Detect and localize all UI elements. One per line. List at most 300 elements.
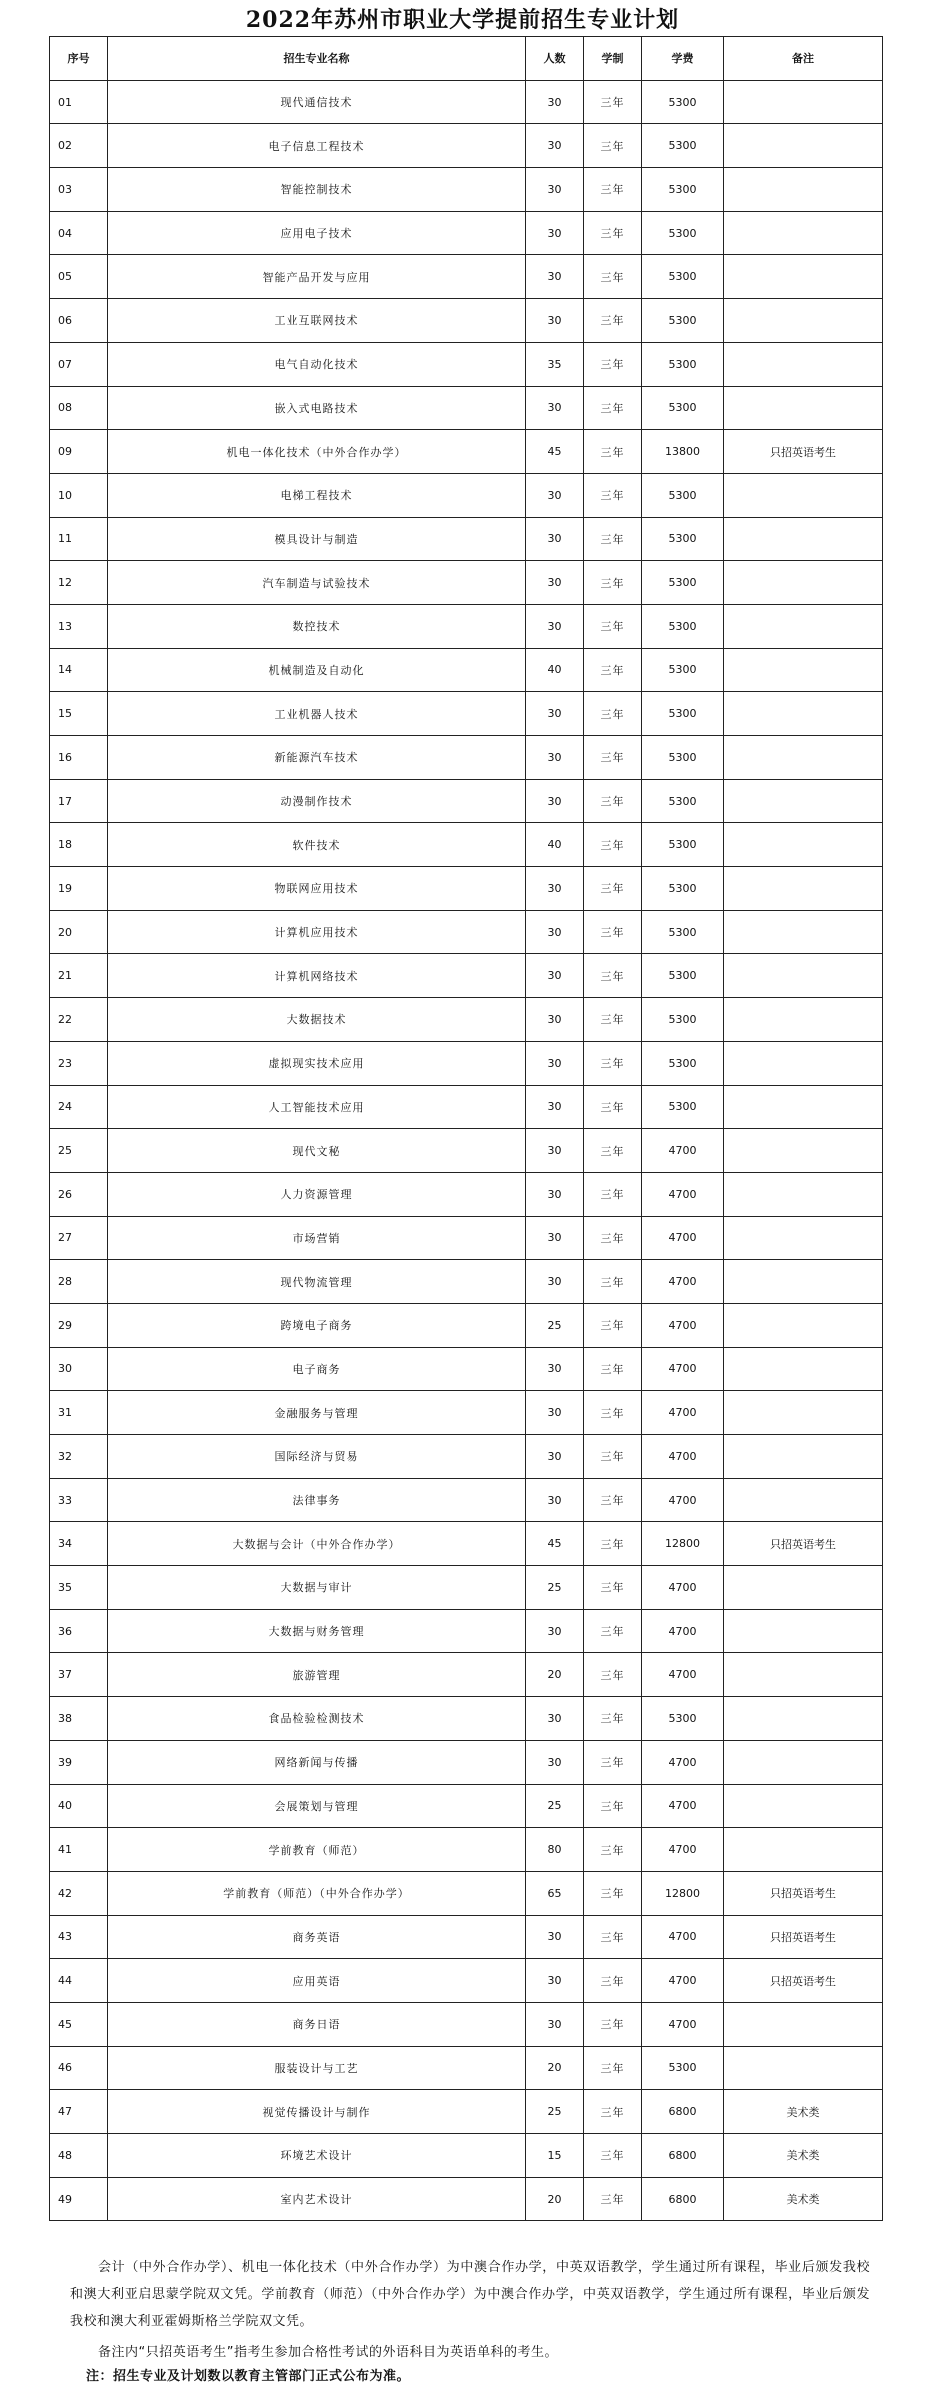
cell-fee: 4700 xyxy=(642,1129,724,1173)
table-row xyxy=(50,954,883,998)
header-row xyxy=(50,37,883,81)
cell-major-name: 虚拟现实技术应用 xyxy=(108,1041,526,1085)
table-row xyxy=(50,867,883,911)
table-row xyxy=(50,473,883,517)
table-row xyxy=(50,561,883,605)
cell-count: 30 xyxy=(526,80,584,124)
cell-note xyxy=(724,561,883,605)
table-row xyxy=(50,2177,883,2221)
cell-major-name: 智能产品开发与应用 xyxy=(108,255,526,299)
cell-major-name: 电梯工程技术 xyxy=(108,473,526,517)
cell-years: 三年 xyxy=(584,1303,642,1347)
cell-count: 30 xyxy=(526,1697,584,1741)
cell-note xyxy=(724,736,883,780)
table-row xyxy=(50,211,883,255)
cell-fee: 5300 xyxy=(642,561,724,605)
cell-fee: 4700 xyxy=(642,1959,724,2003)
cell-major-name: 室内艺术设计 xyxy=(108,2177,526,2221)
cell-fee: 13800 xyxy=(642,430,724,474)
cell-no: 40 xyxy=(50,1784,108,1828)
cell-note xyxy=(724,2046,883,2090)
cell-note xyxy=(724,1828,883,1872)
cell-major-name: 法律事务 xyxy=(108,1478,526,1522)
cell-no: 20 xyxy=(50,910,108,954)
cell-major-name: 国际经济与贸易 xyxy=(108,1435,526,1479)
cell-no: 32 xyxy=(50,1435,108,1479)
cell-count: 30 xyxy=(526,736,584,780)
cell-no: 41 xyxy=(50,1828,108,1872)
cell-major-name: 大数据与审计 xyxy=(108,1566,526,1610)
cell-note xyxy=(724,823,883,867)
cell-fee: 4700 xyxy=(642,1216,724,1260)
cell-count: 30 xyxy=(526,386,584,430)
table-row xyxy=(50,517,883,561)
cell-fee: 5300 xyxy=(642,517,724,561)
cell-fee: 5300 xyxy=(642,867,724,911)
cell-count: 65 xyxy=(526,1871,584,1915)
cell-count: 30 xyxy=(526,1216,584,1260)
cell-fee: 4700 xyxy=(642,1260,724,1304)
cell-years: 三年 xyxy=(584,1260,642,1304)
cell-note xyxy=(724,648,883,692)
cell-years: 三年 xyxy=(584,2046,642,2090)
cell-years: 三年 xyxy=(584,998,642,1042)
cell-note xyxy=(724,954,883,998)
cell-major-name: 电子商务 xyxy=(108,1347,526,1391)
cell-count: 30 xyxy=(526,1959,584,2003)
cell-note xyxy=(724,604,883,648)
cell-no: 12 xyxy=(50,561,108,605)
cell-no: 34 xyxy=(50,1522,108,1566)
cell-major-name: 机械制造及自动化 xyxy=(108,648,526,692)
cell-count: 30 xyxy=(526,692,584,736)
table-row xyxy=(50,1740,883,1784)
cell-fee: 4700 xyxy=(642,1609,724,1653)
cell-fee: 6800 xyxy=(642,2177,724,2221)
cell-note: 只招英语考生 xyxy=(724,430,883,474)
cell-fee: 4700 xyxy=(642,1172,724,1216)
cell-note xyxy=(724,386,883,430)
cell-fee: 5300 xyxy=(642,823,724,867)
cell-count: 30 xyxy=(526,1260,584,1304)
cell-count: 30 xyxy=(526,910,584,954)
cell-count: 30 xyxy=(526,1391,584,1435)
document-title: 2022年苏州市职业大学提前招生专业计划 xyxy=(245,7,680,33)
cell-count: 30 xyxy=(526,561,584,605)
cell-fee: 5300 xyxy=(642,2046,724,2090)
cell-no: 25 xyxy=(50,1129,108,1173)
cell-years: 三年 xyxy=(584,1915,642,1959)
cell-count: 30 xyxy=(526,1435,584,1479)
cell-no: 17 xyxy=(50,779,108,823)
cell-years: 三年 xyxy=(584,561,642,605)
table-row xyxy=(50,1172,883,1216)
cell-major-name: 动漫制作技术 xyxy=(108,779,526,823)
cell-fee: 5300 xyxy=(642,473,724,517)
cell-note xyxy=(724,910,883,954)
cell-major-name: 物联网应用技术 xyxy=(108,867,526,911)
footnote: 注：招生专业及计划数以教育主管部门正式公布为准。 xyxy=(86,2369,411,2384)
cell-count: 40 xyxy=(526,823,584,867)
cell-years: 三年 xyxy=(584,954,642,998)
cell-years: 三年 xyxy=(584,1347,642,1391)
cell-years: 三年 xyxy=(584,1653,642,1697)
cell-note xyxy=(724,1740,883,1784)
cell-major-name: 计算机应用技术 xyxy=(108,910,526,954)
cell-no: 13 xyxy=(50,604,108,648)
cell-count: 30 xyxy=(526,998,584,1042)
cell-major-name: 人力资源管理 xyxy=(108,1172,526,1216)
cell-fee: 5300 xyxy=(642,692,724,736)
cell-note xyxy=(724,1216,883,1260)
cell-count: 40 xyxy=(526,648,584,692)
cell-note: 美术类 xyxy=(724,2090,883,2134)
cell-major-name: 食品检验检测技术 xyxy=(108,1697,526,1741)
cell-years: 三年 xyxy=(584,1041,642,1085)
cell-fee: 5300 xyxy=(642,342,724,386)
cell-no: 30 xyxy=(50,1347,108,1391)
english-only-note: 备注内“只招英语考生”指考生参加合格性考试的外语科目为英语单科的考生。 xyxy=(98,2345,558,2360)
cell-note xyxy=(724,342,883,386)
cell-no: 49 xyxy=(50,2177,108,2221)
cell-no: 11 xyxy=(50,517,108,561)
cell-major-name: 旅游管理 xyxy=(108,1653,526,1697)
cell-major-name: 网络新闻与传播 xyxy=(108,1740,526,1784)
header-note: 备注 xyxy=(724,37,883,81)
header-no: 序号 xyxy=(50,37,108,81)
cell-note xyxy=(724,168,883,212)
table-row xyxy=(50,736,883,780)
cell-count: 30 xyxy=(526,124,584,168)
cell-years: 三年 xyxy=(584,648,642,692)
table-row xyxy=(50,1522,883,1566)
cell-note: 只招英语考生 xyxy=(724,1915,883,1959)
cell-no: 31 xyxy=(50,1391,108,1435)
cell-fee: 4700 xyxy=(642,1391,724,1435)
cell-major-name: 现代通信技术 xyxy=(108,80,526,124)
cell-major-name: 商务英语 xyxy=(108,1915,526,1959)
cell-years: 三年 xyxy=(584,1129,642,1173)
cell-years: 三年 xyxy=(584,386,642,430)
cell-years: 三年 xyxy=(584,2134,642,2178)
cell-years: 三年 xyxy=(584,604,642,648)
table-row xyxy=(50,2090,883,2134)
cell-count: 30 xyxy=(526,779,584,823)
cell-fee: 5300 xyxy=(642,736,724,780)
cell-no: 24 xyxy=(50,1085,108,1129)
cell-count: 25 xyxy=(526,1566,584,1610)
cell-fee: 4700 xyxy=(642,1347,724,1391)
cell-fee: 5300 xyxy=(642,255,724,299)
cell-major-name: 应用英语 xyxy=(108,1959,526,2003)
cell-major-name: 市场营销 xyxy=(108,1216,526,1260)
cell-years: 三年 xyxy=(584,1871,642,1915)
cell-count: 30 xyxy=(526,1740,584,1784)
cell-count: 30 xyxy=(526,299,584,343)
header-count: 人数 xyxy=(526,37,584,81)
cell-count: 30 xyxy=(526,1085,584,1129)
cell-count: 30 xyxy=(526,211,584,255)
cell-years: 三年 xyxy=(584,867,642,911)
table-row xyxy=(50,1784,883,1828)
cell-no: 46 xyxy=(50,2046,108,2090)
cell-major-name: 机电一体化技术（中外合作办学） xyxy=(108,430,526,474)
cell-major-name: 大数据技术 xyxy=(108,998,526,1042)
cell-note xyxy=(724,1435,883,1479)
cell-years: 三年 xyxy=(584,517,642,561)
cell-no: 04 xyxy=(50,211,108,255)
cell-major-name: 跨境电子商务 xyxy=(108,1303,526,1347)
cell-no: 23 xyxy=(50,1041,108,1085)
cell-count: 35 xyxy=(526,342,584,386)
cell-fee: 5300 xyxy=(642,211,724,255)
cell-years: 三年 xyxy=(584,1828,642,1872)
table-row xyxy=(50,80,883,124)
table-row xyxy=(50,2002,883,2046)
cell-years: 三年 xyxy=(584,2090,642,2134)
cell-no: 05 xyxy=(50,255,108,299)
table-row xyxy=(50,1391,883,1435)
cell-note: 只招英语考生 xyxy=(724,1522,883,1566)
cell-years: 三年 xyxy=(584,2002,642,2046)
table-header xyxy=(50,37,883,81)
cell-major-name: 软件技术 xyxy=(108,823,526,867)
cell-years: 三年 xyxy=(584,168,642,212)
cell-fee: 5300 xyxy=(642,386,724,430)
cell-fee: 4700 xyxy=(642,1784,724,1828)
table-row xyxy=(50,1828,883,1872)
cell-major-name: 学前教育（师范）（中外合作办学） xyxy=(108,1871,526,1915)
cell-fee: 4700 xyxy=(642,1653,724,1697)
cell-note: 美术类 xyxy=(724,2134,883,2178)
cell-major-name: 大数据与财务管理 xyxy=(108,1609,526,1653)
table-row xyxy=(50,1653,883,1697)
cell-fee: 4700 xyxy=(642,1740,724,1784)
cell-no: 02 xyxy=(50,124,108,168)
cell-years: 三年 xyxy=(584,1172,642,1216)
cell-fee: 4700 xyxy=(642,1566,724,1610)
cell-count: 20 xyxy=(526,1653,584,1697)
cell-fee: 4700 xyxy=(642,1303,724,1347)
cell-fee: 5300 xyxy=(642,998,724,1042)
table-row xyxy=(50,1566,883,1610)
cell-note xyxy=(724,473,883,517)
cell-major-name: 商务日语 xyxy=(108,2002,526,2046)
table-row xyxy=(50,910,883,954)
cell-no: 03 xyxy=(50,168,108,212)
cell-note: 只招英语考生 xyxy=(724,1871,883,1915)
table-row xyxy=(50,299,883,343)
cell-no: 06 xyxy=(50,299,108,343)
cell-no: 14 xyxy=(50,648,108,692)
cell-major-name: 现代文秘 xyxy=(108,1129,526,1173)
cell-years: 三年 xyxy=(584,692,642,736)
cell-note xyxy=(724,1041,883,1085)
cell-count: 45 xyxy=(526,430,584,474)
cell-note xyxy=(724,255,883,299)
cell-years: 三年 xyxy=(584,1697,642,1741)
cell-years: 三年 xyxy=(584,124,642,168)
cell-no: 38 xyxy=(50,1697,108,1741)
cell-note xyxy=(724,1260,883,1304)
cell-note xyxy=(724,1566,883,1610)
cell-no: 43 xyxy=(50,1915,108,1959)
cell-no: 09 xyxy=(50,430,108,474)
cell-note xyxy=(724,867,883,911)
cell-count: 30 xyxy=(526,2002,584,2046)
cell-note: 美术类 xyxy=(724,2177,883,2221)
cell-no: 28 xyxy=(50,1260,108,1304)
cell-note xyxy=(724,1303,883,1347)
cell-years: 三年 xyxy=(584,779,642,823)
cell-fee: 12800 xyxy=(642,1522,724,1566)
cooperation-note: 会计（中外合作办学）、机电一体化技术（中外合作办学）为中澳合作办学，中英双语教学，学生通过所有课程，毕业后颁发我校和澳大利亚启思蒙学院双文凭。学前教育（师范）（中外合作办学）为中澳合作办学，中英双语教学，学生通过所有课程，毕业后颁发我校和澳大利亚霍姆斯格兰学院双文凭。 xyxy=(70,2260,870,2329)
cell-count: 25 xyxy=(526,1784,584,1828)
cell-count: 45 xyxy=(526,1522,584,1566)
cell-count: 30 xyxy=(526,517,584,561)
cell-fee: 6800 xyxy=(642,2134,724,2178)
cell-major-name: 大数据与会计（中外合作办学） xyxy=(108,1522,526,1566)
cell-major-name: 人工智能技术应用 xyxy=(108,1085,526,1129)
cell-years: 三年 xyxy=(584,1959,642,2003)
header-fee: 学费 xyxy=(642,37,724,81)
cell-major-name: 工业机器人技术 xyxy=(108,692,526,736)
cell-years: 三年 xyxy=(584,1522,642,1566)
cell-fee: 12800 xyxy=(642,1871,724,1915)
cell-count: 15 xyxy=(526,2134,584,2178)
cell-years: 三年 xyxy=(584,80,642,124)
cell-no: 48 xyxy=(50,2134,108,2178)
cell-note xyxy=(724,1653,883,1697)
cell-major-name: 电子信息工程技术 xyxy=(108,124,526,168)
table-row xyxy=(50,1347,883,1391)
cell-no: 27 xyxy=(50,1216,108,1260)
cell-no: 33 xyxy=(50,1478,108,1522)
cell-fee: 5300 xyxy=(642,124,724,168)
table-row xyxy=(50,430,883,474)
cell-fee: 4700 xyxy=(642,2002,724,2046)
cell-major-name: 智能控制技术 xyxy=(108,168,526,212)
table-row xyxy=(50,692,883,736)
cell-major-name: 应用电子技术 xyxy=(108,211,526,255)
cell-note xyxy=(724,211,883,255)
cell-major-name: 环境艺术设计 xyxy=(108,2134,526,2178)
cell-count: 30 xyxy=(526,867,584,911)
cell-fee: 6800 xyxy=(642,2090,724,2134)
cell-major-name: 新能源汽车技术 xyxy=(108,736,526,780)
cell-fee: 4700 xyxy=(642,1435,724,1479)
cell-major-name: 视觉传播设计与制作 xyxy=(108,2090,526,2134)
cell-note xyxy=(724,1129,883,1173)
cell-fee: 4700 xyxy=(642,1478,724,1522)
cell-count: 30 xyxy=(526,604,584,648)
cell-major-name: 嵌入式电路技术 xyxy=(108,386,526,430)
table-row xyxy=(50,1216,883,1260)
cell-no: 47 xyxy=(50,2090,108,2134)
cell-no: 39 xyxy=(50,1740,108,1784)
cell-note xyxy=(724,1085,883,1129)
cell-no: 35 xyxy=(50,1566,108,1610)
cell-years: 三年 xyxy=(584,1784,642,1828)
cell-no: 45 xyxy=(50,2002,108,2046)
cell-count: 30 xyxy=(526,1041,584,1085)
cell-fee: 5300 xyxy=(642,954,724,998)
cell-fee: 5300 xyxy=(642,299,724,343)
table-row xyxy=(50,1303,883,1347)
cell-count: 20 xyxy=(526,2177,584,2221)
cell-fee: 5300 xyxy=(642,910,724,954)
cell-count: 30 xyxy=(526,954,584,998)
cell-years: 三年 xyxy=(584,823,642,867)
cell-note xyxy=(724,80,883,124)
cell-fee: 5300 xyxy=(642,168,724,212)
table-row xyxy=(50,1260,883,1304)
cell-note xyxy=(724,124,883,168)
cell-fee: 4700 xyxy=(642,1828,724,1872)
cell-no: 37 xyxy=(50,1653,108,1697)
cell-years: 三年 xyxy=(584,1391,642,1435)
table-row xyxy=(50,1697,883,1741)
table-row xyxy=(50,1871,883,1915)
cell-fee: 5300 xyxy=(642,1697,724,1741)
cell-count: 20 xyxy=(526,2046,584,2090)
cell-years: 三年 xyxy=(584,211,642,255)
cell-fee: 5300 xyxy=(642,779,724,823)
cell-years: 三年 xyxy=(584,430,642,474)
cell-count: 80 xyxy=(526,1828,584,1872)
cell-years: 三年 xyxy=(584,299,642,343)
cell-count: 30 xyxy=(526,1478,584,1522)
cell-no: 42 xyxy=(50,1871,108,1915)
cell-years: 三年 xyxy=(584,1740,642,1784)
cell-fee: 5300 xyxy=(642,604,724,648)
table-row xyxy=(50,998,883,1042)
table-row xyxy=(50,2046,883,2090)
cell-no: 19 xyxy=(50,867,108,911)
table-row xyxy=(50,386,883,430)
cell-major-name: 模具设计与制造 xyxy=(108,517,526,561)
table-row xyxy=(50,1609,883,1653)
cell-no: 15 xyxy=(50,692,108,736)
table-row xyxy=(50,648,883,692)
table-row xyxy=(50,823,883,867)
cell-note xyxy=(724,1609,883,1653)
cell-no: 26 xyxy=(50,1172,108,1216)
cell-count: 30 xyxy=(526,1915,584,1959)
cell-major-name: 数控技术 xyxy=(108,604,526,648)
table-row xyxy=(50,342,883,386)
table-row xyxy=(50,255,883,299)
cell-count: 30 xyxy=(526,255,584,299)
cell-major-name: 工业互联网技术 xyxy=(108,299,526,343)
cell-major-name: 现代物流管理 xyxy=(108,1260,526,1304)
cell-note xyxy=(724,1391,883,1435)
table-row xyxy=(50,779,883,823)
cell-note xyxy=(724,299,883,343)
cell-years: 三年 xyxy=(584,255,642,299)
cell-count: 25 xyxy=(526,2090,584,2134)
cell-note xyxy=(724,779,883,823)
cell-years: 三年 xyxy=(584,342,642,386)
cell-years: 三年 xyxy=(584,1566,642,1610)
cell-major-name: 服装设计与工艺 xyxy=(108,2046,526,2090)
cell-count: 30 xyxy=(526,473,584,517)
cell-no: 21 xyxy=(50,954,108,998)
cell-years: 三年 xyxy=(584,910,642,954)
cell-years: 三年 xyxy=(584,736,642,780)
cell-fee: 5300 xyxy=(642,1085,724,1129)
cell-no: 07 xyxy=(50,342,108,386)
